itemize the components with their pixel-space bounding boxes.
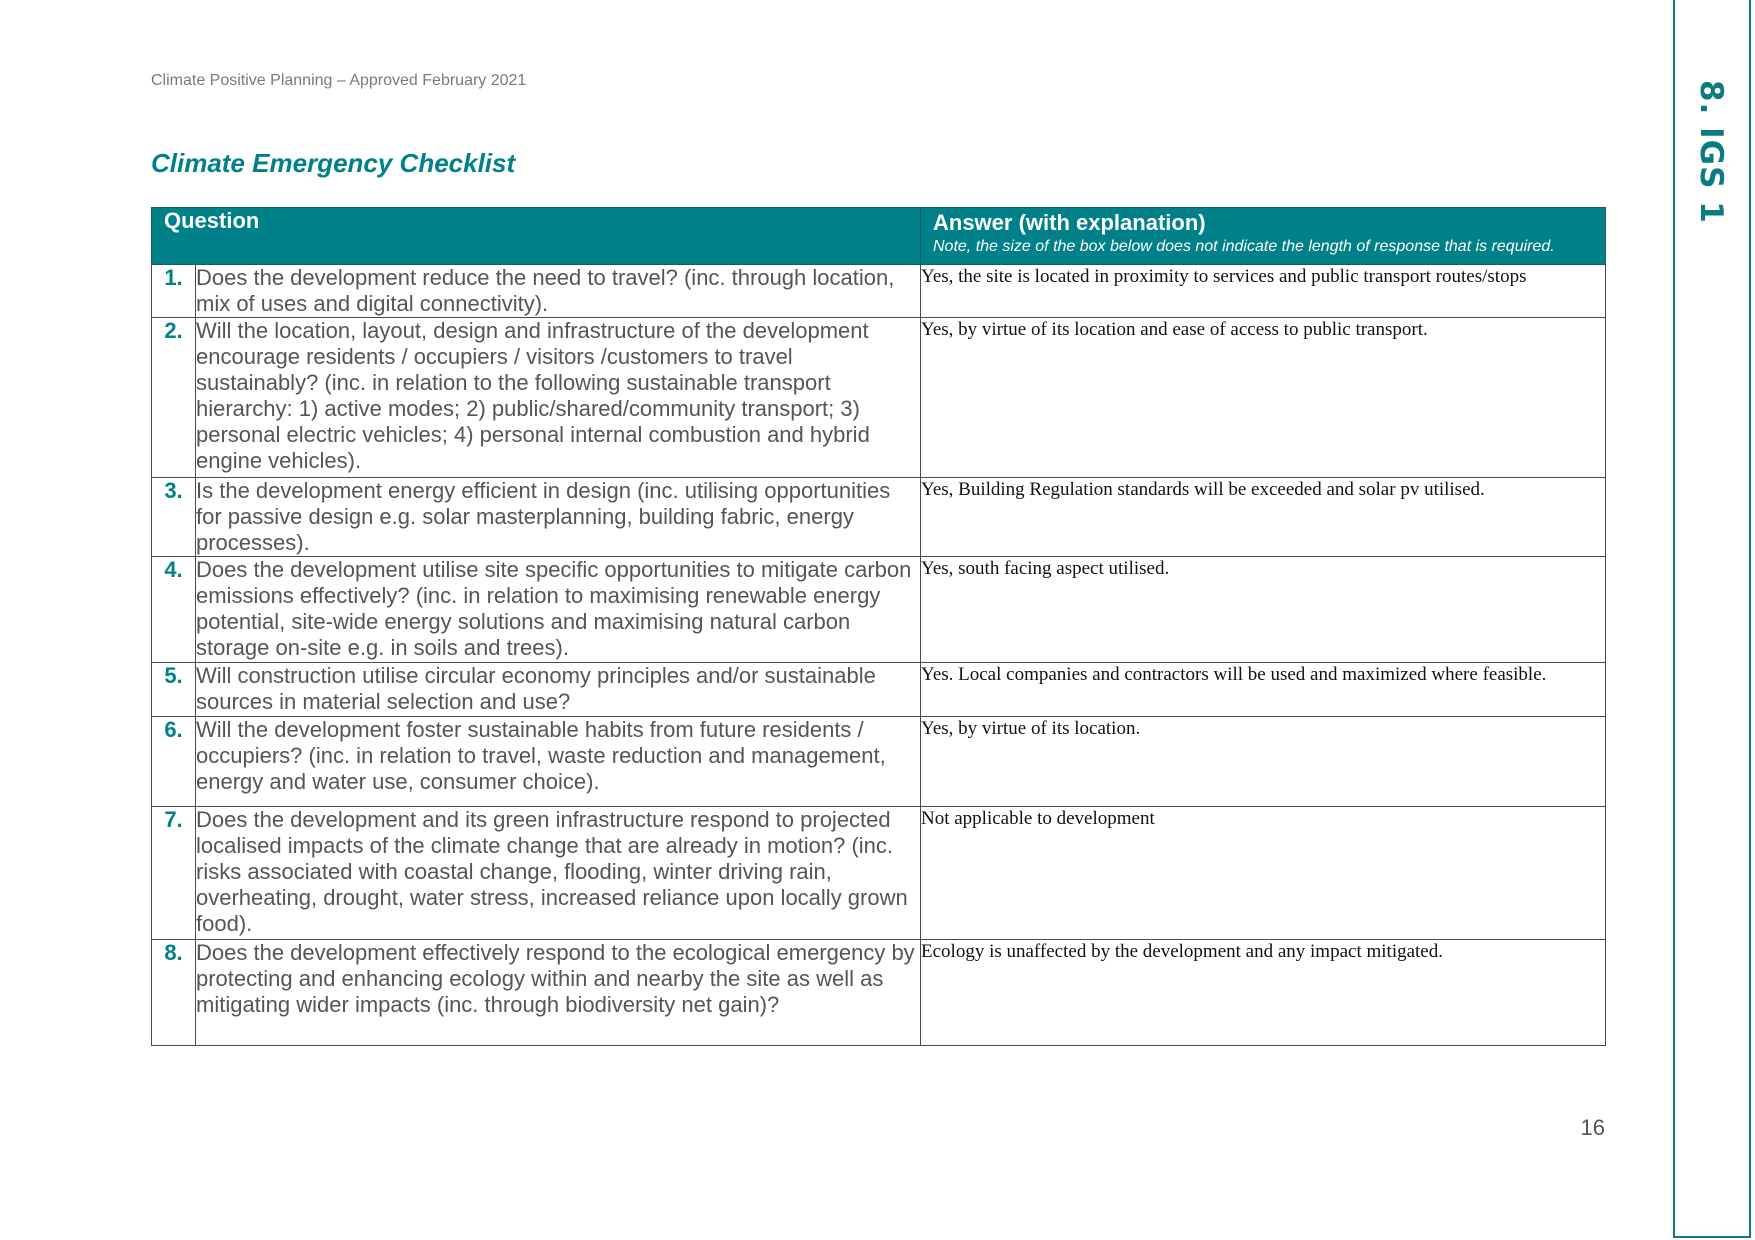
table-row (152, 663, 1606, 717)
answer-text: Yes, the site is located in proximity to services and public transport routes/stops (921, 265, 1606, 318)
row-number: 1. (152, 265, 196, 318)
table-row (152, 265, 1606, 318)
page-title: Climate Emergency Checklist (151, 148, 516, 178)
table-row (152, 557, 1606, 663)
row-number: 7. (152, 807, 196, 940)
column-header-question (152, 208, 921, 265)
answer-text: Not applicable to development (921, 807, 1606, 940)
answer-text: Yes, south facing aspect utilised. (921, 557, 1606, 663)
table-row (152, 478, 1606, 557)
table-row (152, 807, 1606, 940)
answer-text: Yes. Local companies and contractors will be used and maximized where feasible. (921, 663, 1606, 717)
question-text: Does the development reduce the need to travel? (inc. through location, mix of uses and digital connectivity). (196, 265, 921, 318)
row-number: 8. (152, 940, 196, 1046)
row-number: 2. (152, 318, 196, 478)
column-header-question-label: Question (164, 208, 260, 233)
question-text: Does the development effectively respond to the ecological emergency by protecting and enhancing ecology within and nearby the site as well as mitigating wider impacts (inc. through biodiversity net gain)? (196, 940, 921, 1046)
question-text: Will the location, layout, design and infrastructure of the development encourage residents / occupiers / visitors /customers to travel sustainably? (inc. in relation to the following sustainable transport hierarchy: 1) active modes; 2) public/shared/community transport; 3) personal electric vehicles; 4) personal internal combustion and hybrid engine vehicles). (196, 318, 921, 478)
running-head: Climate Positive Planning – Approved February 2021 (151, 72, 527, 89)
answer-text: Yes, by virtue of its location and ease of access to public transport. (921, 318, 1606, 478)
question-text: Will the development foster sustainable habits from future residents / occupiers? (inc. in relation to travel, waste reduction and management, energy and water use, consumer choice). (196, 717, 921, 807)
question-text: Does the development utilise site specific opportunities to mitigate carbon emissions effectively? (inc. in relation to maximising renewable energy potential, site-wide energy solutions and maximising natural carbon storage on-site e.g. in soils and trees). (196, 557, 921, 663)
question-text: Will construction utilise circular economy principles and/or sustainable sources in material selection and use? (196, 663, 921, 717)
row-number: 5. (152, 663, 196, 717)
column-header-answer-note: Note, the size of the box below does not indicate the length of response that is required. (933, 238, 1555, 255)
row-number: 3. (152, 478, 196, 557)
table-header-row (152, 208, 1606, 265)
answer-text: Ecology is unaffected by the development and any impact mitigated. (921, 940, 1606, 1046)
question-text: Does the development and its green infrastructure respond to projected localised impacts of the climate change that are already in motion? (inc. risks associated with coastal change, flooding, winter driving rain, overheating, drought, water stress, increased reliance upon locally grown food). (196, 807, 921, 940)
page-number: 16 (1580, 1115, 1605, 1140)
side-tab-label: 8. IGS 1 (1693, 80, 1729, 224)
column-header-answer-label: Answer (with explanation) (933, 210, 1206, 235)
table-row (152, 318, 1606, 478)
answer-text: Yes, by virtue of its location. (921, 717, 1606, 807)
answer-text: Yes, Building Regulation standards will be exceeded and solar pv utilised. (921, 478, 1606, 557)
question-text: Is the development energy efficient in design (inc. utilising opportunities for passive design e.g. solar masterplanning, building fabric, energy processes). (196, 478, 921, 557)
checklist-table (151, 207, 1606, 1046)
row-number: 4. (152, 557, 196, 663)
table-row (152, 940, 1606, 1046)
table-row (152, 717, 1606, 807)
row-number: 6. (152, 717, 196, 807)
column-header-answer (921, 208, 1606, 265)
